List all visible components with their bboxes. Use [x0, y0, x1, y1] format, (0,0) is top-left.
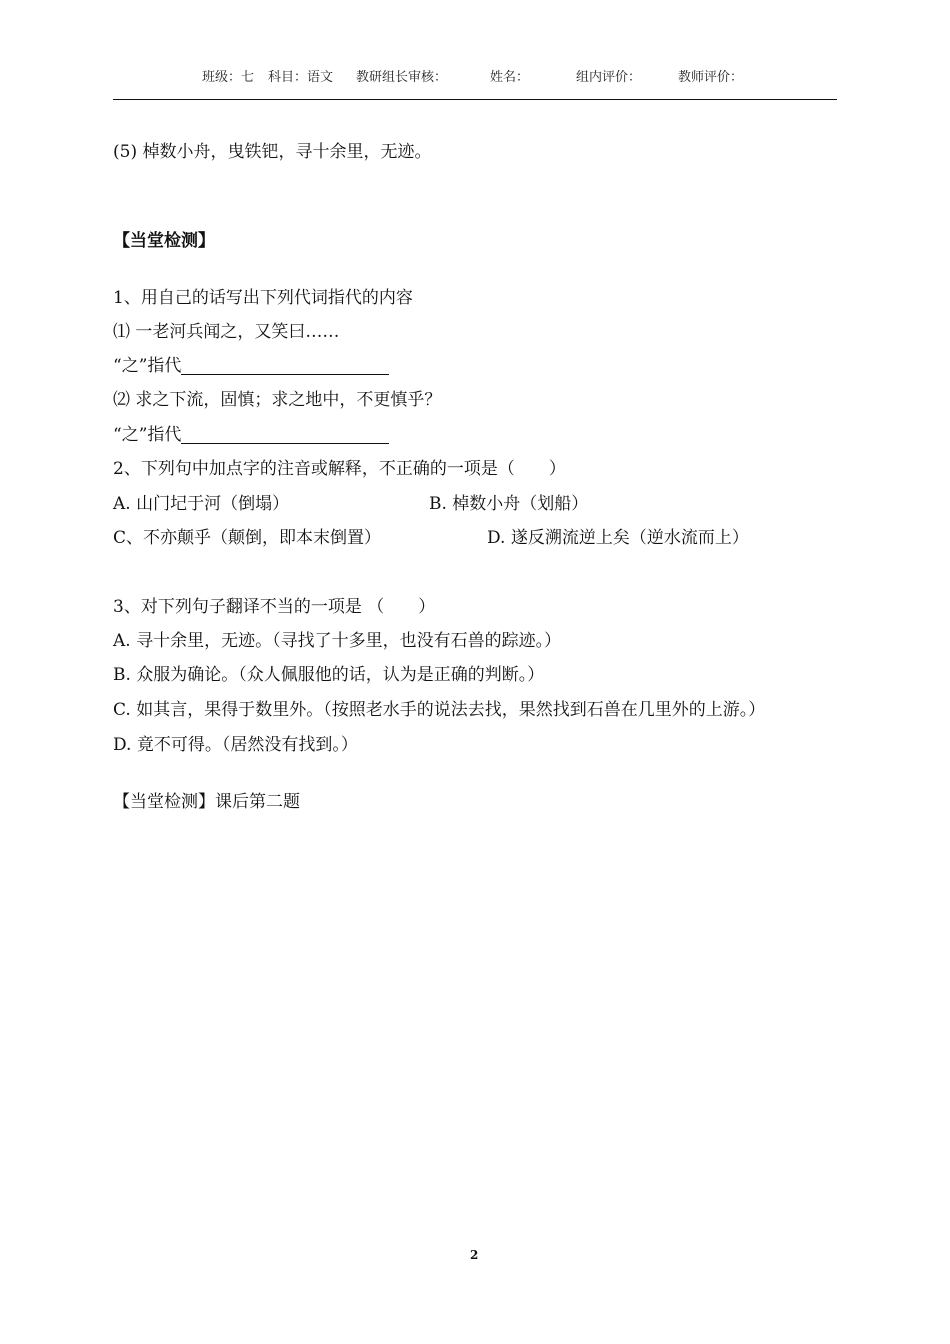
class-label: 班级：七 — [202, 70, 255, 85]
group-eval-label: 组内评价： — [576, 70, 642, 85]
page-number: 2 — [470, 1248, 479, 1262]
question-3-option-b: B. 众服为确论。（众人佩服他的话，认为是正确的判断。） — [113, 665, 545, 685]
question-3-option-a: A. 寻十余里，无迹。（寻找了十多里，也没有石兽的踪迹。） — [113, 631, 562, 651]
name-label: 姓名： — [490, 70, 530, 85]
question-2-option-a: A. 山门圮于河（倒塌） — [113, 494, 290, 514]
section-title: 【当堂检测】 — [113, 231, 215, 251]
answer-prompt: “之”指代 — [113, 425, 182, 445]
question-1-title: 1、用自己的话写出下列代词指代的内容 — [113, 288, 413, 308]
question-2-title: 2、下列句中加点字的注音或解释，不正确的一项是（ ） — [113, 459, 566, 479]
answer-blank[interactable] — [181, 425, 389, 444]
question-3-option-d: D. 竟不可得。（居然没有找到。） — [113, 735, 358, 755]
subject-label: 科目：语文 — [268, 70, 334, 85]
sentence-5: (5) 棹数小舟，曳铁钯，寻十余里，无迹。 — [113, 142, 432, 162]
header-divider — [113, 99, 837, 100]
question-3-option-c: C. 如其言，果得于数里外。（按照老水手的说法去找，果然找到石兽在几里外的上游。） — [113, 700, 766, 720]
question-1-item-2: ⑵ 求之下流，固慎；求之地中，不更慎乎？ — [113, 390, 442, 410]
question-2-option-b: B. 棹数小舟（划船） — [429, 494, 589, 514]
question-1-item-2-answer — [113, 424, 389, 446]
question-1-item-1-answer — [113, 355, 389, 377]
question-1-item-1: ⑴ 一老河兵闻之，又笑曰…… — [113, 322, 340, 342]
question-3-title: 3、对下列句子翻译不当的一项是 （ ） — [113, 597, 436, 617]
answer-prompt: “之”指代 — [113, 356, 182, 376]
final-note: 【当堂检测】课后第二题 — [113, 792, 300, 812]
question-2-option-d: D. 遂反溯流逆上矣（逆水流而上） — [487, 528, 749, 548]
question-2-option-c: C、不亦颠乎（颠倒，即本末倒置） — [113, 528, 382, 548]
page-header — [0, 66, 950, 86]
reviewer-label: 教研组长审核： — [356, 70, 448, 85]
teacher-eval-label: 教师评价： — [678, 70, 744, 85]
answer-blank[interactable] — [181, 356, 389, 375]
